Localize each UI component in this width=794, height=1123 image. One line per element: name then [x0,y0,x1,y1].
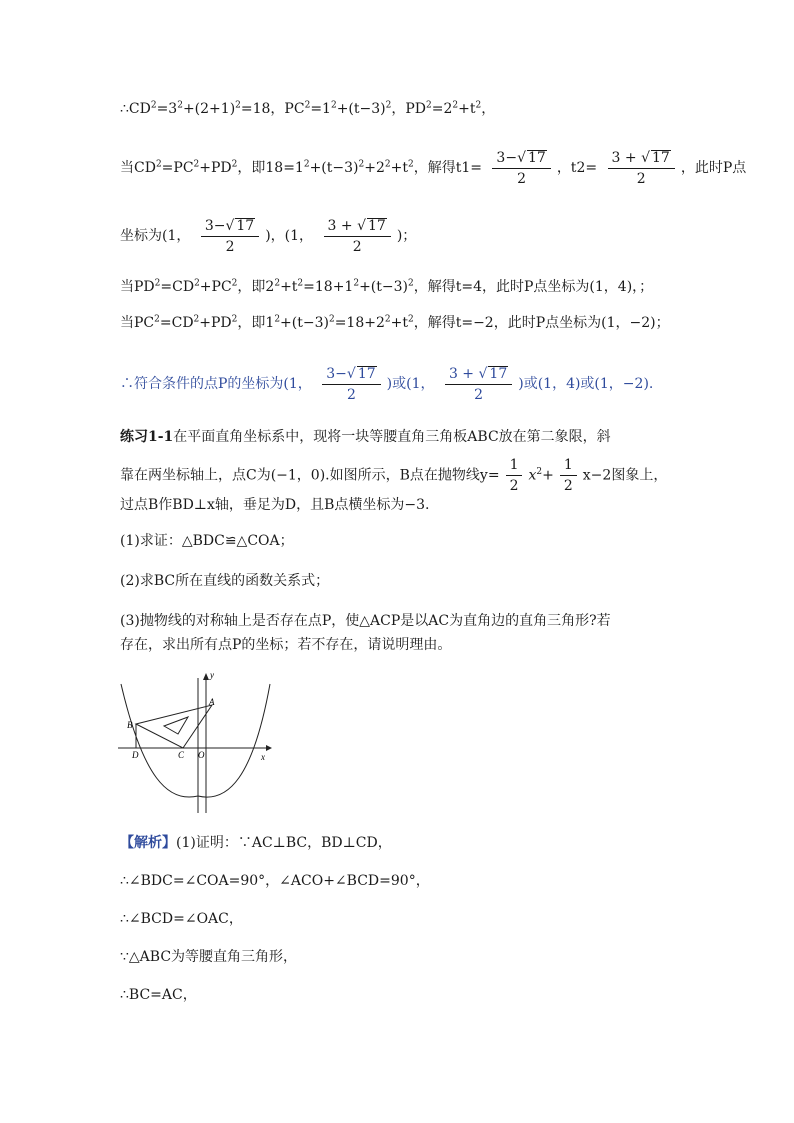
text: =CD [160,279,195,295]
label-c: C [178,750,185,760]
sup: 2 [194,278,200,289]
sup: 2 [353,278,360,289]
label-b: B [127,720,133,730]
x-axis-arrow [266,745,272,751]
text: +t [390,315,408,331]
sup: 2 [154,314,160,325]
line-10: (1)求证：△BDC≌△COA； [120,533,294,549]
text: +t [458,101,476,117]
text: 在平面直角坐标系中，现将一块等腰直角三角板ABC放在第二象限，斜 [173,429,611,445]
sup: 2 [303,159,310,170]
den: 2 [352,239,362,255]
text: =1 [310,101,331,117]
text: ，t2= [556,160,598,176]
text: ，此时P点 [680,160,747,176]
parabola-diagram [118,668,278,818]
text: 当PC [120,315,155,331]
text: =18，PC [240,101,305,117]
text: ∴CD [120,101,151,117]
text: 靠在两坐标轴上，点C为(−1，0).如图所示，B点在抛物线y= [120,467,500,484]
text: )； [396,228,417,244]
sup: 2 [384,159,391,170]
text: ，即18=1 [237,160,304,176]
line-12: (3)抛物线的对称轴上是否存在点P，使△ACP是以AC为直角边的直角三角形?若 [120,613,611,629]
den: 2 [563,478,573,494]
sup: 2 [154,278,161,289]
num: 1 [560,458,577,476]
num: 3 + [611,150,642,166]
line-6 [120,366,653,402]
label-x: x [261,752,265,762]
num: 3− [204,218,226,234]
text: +t [390,160,408,176]
text: )，(1， [265,228,314,244]
text: +PD [199,315,232,331]
sup: 2 [536,466,543,477]
sup: 2 [304,100,311,111]
sup: 2 [231,278,238,289]
label-d: D [132,750,139,760]
sup: 2 [407,159,414,170]
text: +(2+1) [182,101,236,117]
line-18: ∴BC=AC， [120,987,197,1003]
line-17: ∵△ABC为等腰直角三角形， [120,949,298,965]
fraction: $\frac{3 + √ 17}{2}$ [445,366,512,402]
num: 3 + [327,218,358,234]
sup: 2 [407,314,414,325]
sup: 2 [231,159,238,170]
num: 3− [496,150,518,166]
text: )或(1，4)或(1，−2). [518,376,654,392]
sup: 2 [408,278,414,289]
text: =CD [159,315,194,331]
den: 2 [636,171,646,187]
den: 2 [346,387,356,403]
sup: 2 [274,314,281,325]
triangle-abc [136,705,212,748]
line-1 [120,98,495,120]
radicand: 17 [357,366,376,382]
fraction: $\frac{3 + √ 17}{2}$ [608,150,675,186]
radicand: 17 [236,218,255,234]
sup: 2 [155,159,162,170]
text: + [542,467,554,484]
line-16: ∴∠BCD=∠OAC， [120,911,243,927]
var-x: x [528,467,537,484]
sup: 2 [150,100,157,111]
sup: 2 [297,278,304,289]
fraction: $\frac{3 + √ 17}{2}$ [324,218,391,254]
fraction [506,458,523,493]
num: 1 [506,458,523,476]
den: 2 [517,171,527,187]
text: +PD [199,160,232,176]
text: (1)证明：∵AC⊥BC，BD⊥CD， [176,835,392,851]
text: +t [280,279,298,295]
den: 2 [225,239,235,255]
sup: 2 [193,314,200,325]
sup: 2 [330,100,337,111]
exercise-label: 练习1-1 [120,429,174,445]
line-14 [120,832,392,854]
text: ，即1 [237,315,275,331]
sup: 2 [452,100,459,111]
text: ，解得t1= [413,160,482,176]
text: ，PD [391,101,426,117]
label-y: y [210,670,214,680]
den: 2 [509,478,519,494]
radicand: 17 [367,218,386,234]
line-8 [120,458,667,493]
fraction: $\frac{3-√ 17}{2}$ [201,218,259,254]
text: ，解得t=−2，此时P点坐标为(1，−2)； [413,315,670,331]
den: 2 [474,387,484,403]
sup: 2 [384,314,391,325]
num: 3− [326,366,347,382]
text: +(t−3) [336,101,386,117]
text: ∴符合条件的点P的坐标为(1， [120,376,312,392]
label-a: A [209,697,215,707]
text: +(t−3) [359,279,408,295]
sup: 2 [193,159,200,170]
fraction: $\frac{3-√ 17}{2}$ [322,366,380,402]
text: )或(1， [386,376,435,392]
sup: 2 [426,100,432,111]
sup: 2 [328,314,335,325]
line-3 [120,218,416,254]
line-7 [120,426,611,448]
line-9: 过点B作BD⊥x轴，垂足为D，且B点横坐标为−3. [120,497,430,513]
text: ， [481,101,496,117]
num: 3 + [448,366,479,382]
fraction: $\frac{3-√ 17}{2}$ [492,150,550,186]
analysis-label: 【解析】 [120,835,176,851]
line-13: 存在，求出所有点P的坐标；若不存在，请说明理由。 [120,637,452,653]
text: ，解得t=4，此时P点坐标为(1，4)，； [413,279,654,295]
fraction [560,458,577,493]
text: =PC [161,160,194,176]
text: ，即2 [237,279,275,295]
sup: 2 [385,100,392,111]
radicand: 17 [652,150,670,166]
sup: 2 [177,100,183,111]
radicand: 17 [527,150,546,166]
text: +(t−3) [280,315,329,331]
sup: 2 [231,314,238,325]
sup: 2 [274,278,281,289]
text: +2 [364,160,385,176]
text: =18+1 [303,279,354,295]
text: =3 [156,101,178,117]
text: =18+2 [334,315,385,331]
sup: 2 [235,100,241,111]
line-15: ∴∠BDC=∠COA=90°，∠ACO+∠BCD=90°， [120,873,430,889]
line-2 [120,150,746,186]
text: +(t−3) [309,160,359,176]
radicand: 17 [489,366,508,382]
line-11: (2)求BC所在直线的函数关系式； [120,573,330,589]
y-axis-arrow [203,673,209,680]
text: +PC [199,279,232,295]
sup: 2 [358,159,365,170]
text: x−2图象上， [582,467,668,484]
parabola-curve [121,684,270,797]
sup: 2 [475,100,482,111]
text: 当CD [120,160,156,176]
line-4 [120,276,653,298]
text: =2 [431,101,453,117]
line-5 [120,312,670,334]
text: 坐标为(1， [120,228,191,244]
label-o: O [198,750,205,760]
parabola-figure [118,668,278,818]
triangle-inner [164,717,188,734]
text: 当PD [120,279,155,295]
